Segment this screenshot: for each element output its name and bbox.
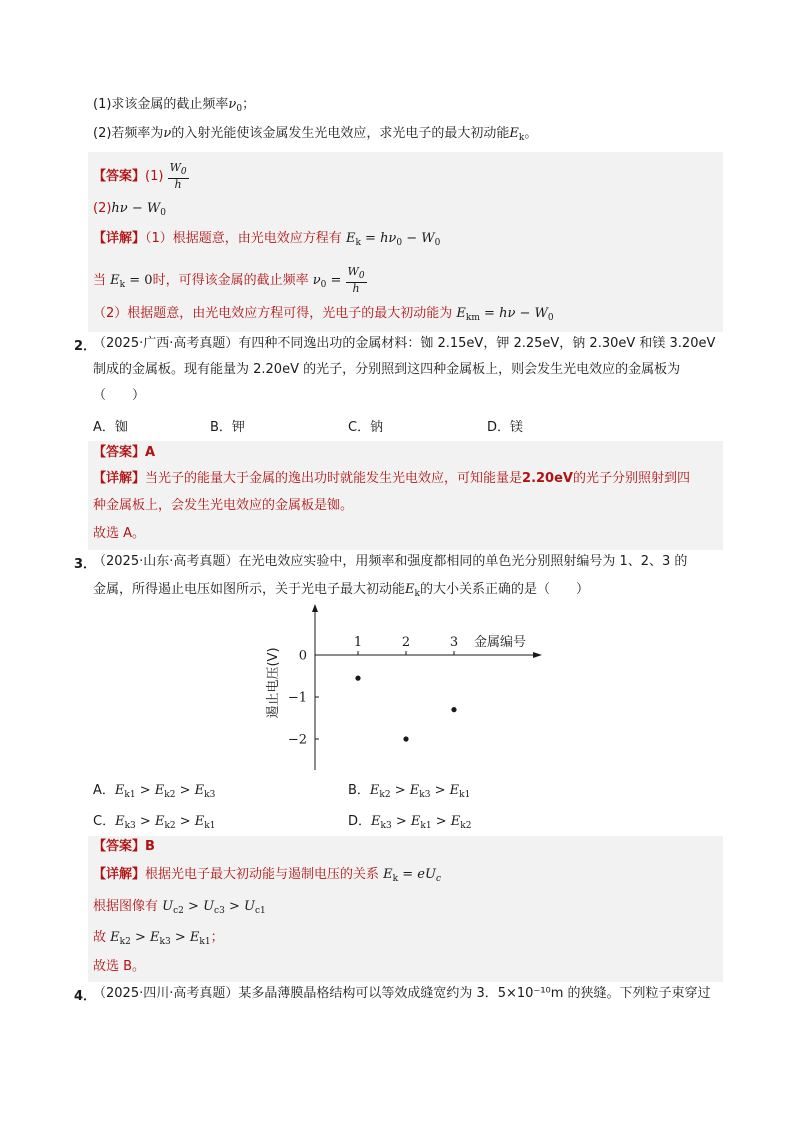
q2-option-d: D．镁: [487, 420, 524, 435]
x-tick-label: 2: [401, 635, 411, 650]
q3-option-d: D．$E_{k3} > E_{k1} > E_{k2}$: [348, 814, 472, 831]
y-tick-label: −1: [287, 690, 307, 706]
q4-stem-1: （2025·四川·高考真题）某多晶薄膜晶格结构可以等效成缝宽约为 3．5×10⁻¹⁰m 的狭缝。下列粒子束穿过: [93, 986, 711, 1001]
q2-detail-2: 种金属板上，会发生光电效应的金属板是铷。: [93, 498, 354, 513]
q3-answer: 【答案】B: [93, 839, 155, 854]
y-axis-arrow: [312, 604, 318, 612]
data-point-metal-2: [403, 736, 408, 741]
q1-detail-1: 【详解】（1）根据题意，由光电效应方程有 $E_k = h\nu_0 - W_0$: [93, 231, 441, 248]
q1-detail-2: 当 $E_k = 0$时，可得该金属的截止频率 $\nu_0$ = $\frac{W_0}{h}$: [93, 265, 365, 295]
q1-answer-2: $(2)h\nu - W_0$: [93, 201, 166, 218]
q3-detail-4: 故选 B。: [93, 959, 146, 974]
q2-stem-2: 制成的金属板。现有能量为 2.20eV 的光子，分别照到这四种金属板上，则会发生光电效应的金属板为: [93, 362, 681, 377]
x-tick-label: 1: [353, 635, 363, 650]
data-point-metal-1: [355, 676, 360, 681]
q1-detail-3: （2）根据题意，由光电效应方程可得，光电子的最大初动能为 $E_{km} = h\nu - W_0$: [93, 306, 554, 323]
q2-detail-1: 【详解】当光子的能量大于金属的逸出功时就能发生光电效应，可知能量是2.20eV的光子分别照射到四: [93, 471, 690, 486]
y-tick-label: 0: [298, 648, 307, 664]
q1-part1: (1)求该金属的截止频率$\nu_0$；: [93, 97, 256, 114]
q2-option-b: B．钾: [210, 420, 245, 435]
stopping-voltage-chart: [255, 600, 555, 772]
q2-option-a: A．铷: [93, 420, 128, 435]
q2-option-c: C．钠: [348, 420, 384, 435]
y-axis-label: 遏止电压(V): [266, 647, 281, 719]
q1-part2: (2)若频率为ν的入射光能使该金属发生光电效应，求光电子的最大初动能$E_k$。: [93, 126, 538, 143]
q2-answer: 【答案】A: [93, 445, 156, 460]
q3-detail-2: 根据图像有 $U_{c2} > U_{c3} > U_{c1}$: [93, 899, 266, 916]
q3-detail-1: 【详解】根据光电子最大初动能与遏制电压的关系 $E_k = eU_c$: [93, 867, 441, 884]
q2-answer-box: [88, 441, 723, 550]
x-tick-label: 3: [449, 635, 459, 650]
q3-option-b: B．$E_{k2} > E_{k3} > E_{k1}$: [348, 783, 471, 800]
q2-number: 2．: [74, 339, 97, 354]
q2-stem-1: （2025·广西·高考真题）有四种不同逸出功的金属材料：铷 2.15eV，钾 2.25eV，钠 2.30eV 和镁 3.20eV: [93, 336, 716, 351]
q2-detail-3: 故选 A。: [93, 526, 146, 541]
y-tick-label: −2: [287, 732, 307, 748]
q3-stem-1: （2025·山东·高考真题）在光电效应实验中，用频率和强度都相同的单色光分别照射编号为 1、2、3 的: [93, 554, 688, 569]
q3-detail-3: 故 $E_{k2} > E_{k3} > E_{k1}$；: [93, 930, 224, 947]
q3-number: 3．: [74, 557, 97, 572]
q3-option-c: C．$E_{k3} > E_{k2} > E_{k1}$: [93, 814, 216, 831]
q1-answer: 【答案】(1) $\frac{W_0}{h}$: [93, 161, 187, 191]
q4-number: 4．: [74, 989, 97, 1004]
q3-option-a: A．$E_{k1} > E_{k2} > E_{k3}$: [93, 783, 216, 800]
q2-stem-3: （ ）: [93, 388, 146, 403]
x-axis-label: 金属编号: [473, 635, 527, 650]
data-point-metal-3: [451, 707, 456, 712]
q3-stem-2: 金属，所得遏止电压如图所示，关于光电子最大初动能$E_k$的大小关系正确的是（ ）: [93, 582, 589, 599]
x-axis-arrow: [533, 652, 542, 658]
